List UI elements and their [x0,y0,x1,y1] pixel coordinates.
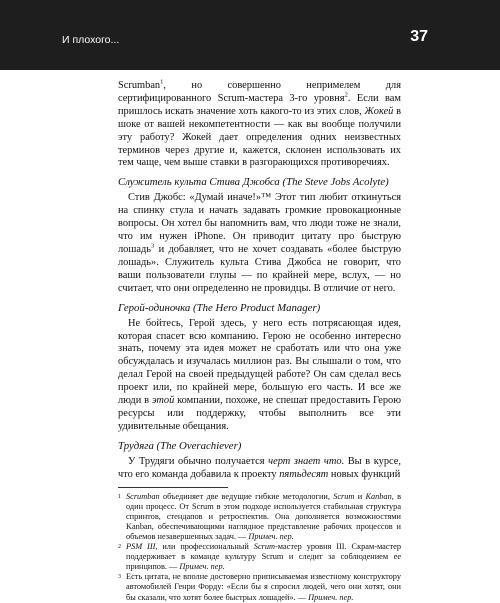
footnote-text: Есть цитата, не вполне достоверно приписываемая известному конструктору автомобилей Генри Форду: «Если бы я спросил людей, чего они хотят, они бы сказали, что хотят более быстрых лошадей». — [126,572,401,602]
footnote-divider [118,487,228,488]
emphasis-fifty: пятьдесят [279,468,329,480]
running-head: И плохого... [62,34,120,46]
page-body [118,80,401,603]
emphasis-jockey: Жокей [364,105,394,117]
paragraph-text: Стив Джобс: «Думай иначе!»™ Этот тип любит откинуться на спинку стула и начать задавать громкие провокационные вопросы. Он хотел бы напомнить вам, что люди тоже не знали, что им нужен iPhone. Он приводит цитату про быструю лошадь [118,192,401,255]
footnote-text: -мастер уровня III. Скрам-мастер поддерживает в команде культуру Scrum и следит за соблюдением ее принципов. — [126,542,401,572]
footnote-text: Scrumban [126,491,160,501]
section-heading-overachiever: Трудяга (The Overachiever) [118,439,242,452]
footnote-text: Scrum [333,491,355,501]
footnote-text: объединяет две ведущие гибкие методологии, [159,491,334,501]
footnote-text: PSM III [126,542,156,552]
emphasis-this: этой [151,395,175,407]
paragraph-text: Не бойтесь, Герой здесь, у него есть потрясающая идея, которая спасет всю компанию. Герою не особенно интересно знать, почему эта идея может не сработать или что она уже обсуждалась и изучалась миллион раз. Вы слышали о том, что делал Герой на своей предыдущей работе? Он сам сделал весь проект или, по крайней мере, большую его часть. И все же люди в [118,317,401,407]
paragraph-steve-jobs-acolyte [118,192,401,295]
emphasis-phrase: черт знает что [268,455,342,467]
footnote-number: 1 [118,493,121,500]
paragraph-hero-product-manager [118,318,401,434]
paragraph-jockey-end [118,80,401,170]
footnote-text: Примеч. пер. [308,592,354,602]
footnote-text: Kanban [365,491,392,501]
section-heading-steve-jobs-acolyte: Служитель культа Стива Джобса (The Steve Jobs Acolyte) [118,176,389,189]
footnote-number: 3 [118,574,121,581]
footnote-text: , или профессиональный [155,542,254,552]
footnote-text: Scrum [253,542,275,552]
paragraph-text: и добавляет, что не хочет создавать «более быструю лошадь». Служитель культа Стива Джобса не говорит, что ваши пользователи глупы — по крайней мере, вслух, — но считает, что они определенно не провидцы. В отличие от него. [118,243,401,294]
paragraph-text: новых функций [328,468,401,480]
footnote-text: Примеч. пер. [248,531,294,541]
paragraph-text: , но совершенно непримелем для сертифицированного Scrum-мастера 3-го уровня [118,80,401,104]
paragraph-text: компании, похоже, не спешат предоставить Герою ресурсы или поддержку, чтобы выполнить все эти удивительные обещания. [118,395,402,432]
page-header-bar [0,0,500,70]
footnote-2 [118,542,401,572]
footnote-ref-2: 2 [344,91,348,99]
footnote-text: Примеч. пер. [179,562,225,572]
paragraph-text: . Вы в курсе, что его команда добавила к проекту [118,455,401,480]
section-heading-hero-product-manager: Герой-одиночка (The Hero Product Manager) [118,301,321,314]
footnote-ref-1: 1 [160,78,164,86]
footnote-ref-3: 3 [151,242,155,250]
footnote-text: и [354,491,366,501]
footnote-number: 2 [118,544,121,551]
term-scrumban: Scrumban [118,80,161,91]
footnote-text: , в один процесс. От Scrum в этом подходе используется стабильная структура спринтов, стендапов и ретроспектив. Она дополняется возможностями Kanban, обеспечивающими наглядное представление рабочих процессов и объемов незавершенных задач. — [126,491,401,541]
paragraph-overachiever [118,456,401,482]
paragraph-text: в шоке от вашей некомпетентности — как вы вообще получили эту работу? Жокей дает определения одних неизвестных терминов через другие и, кажется, склонен использовать их тем чаще, чем выше ставки в разгорающихся противоречиях. [118,105,401,169]
footnote-1 [118,492,401,542]
paragraph-text: . Если вам пришлось искать значение хоть какого-то из этих слов, [118,92,401,117]
paragraph-text: У Трудяги обычно получается [128,455,269,467]
footnote-3 [118,572,401,602]
page-number: 37 [410,28,428,45]
